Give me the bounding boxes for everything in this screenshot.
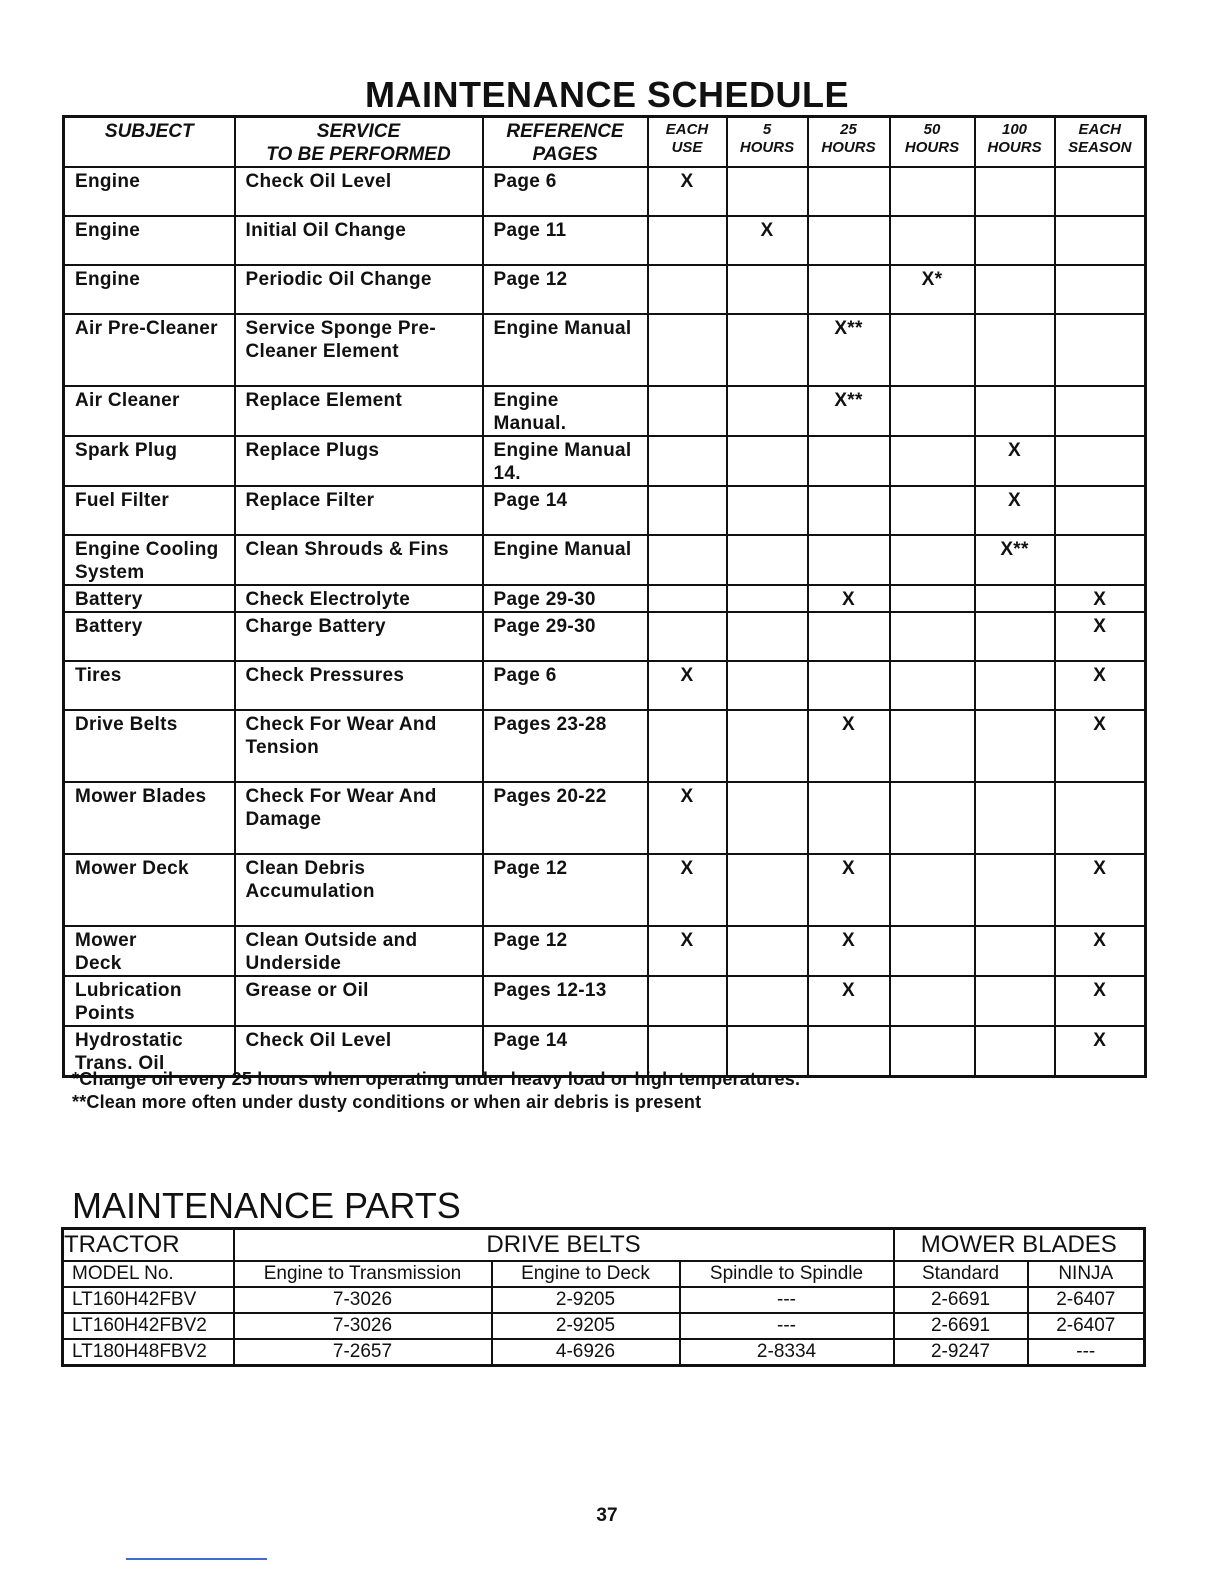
- footnote-oil: *Change oil every 25 hours when operating under heavy load or high temperatures.: [72, 1069, 801, 1089]
- reference-cell: Page 11: [483, 216, 648, 265]
- model-cell: LT180H48FBV2: [63, 1339, 234, 1366]
- maintenance-schedule-table: [62, 115, 1147, 1078]
- mark-5-hours-cell: [727, 926, 808, 976]
- subject-cell: Drive Belts: [64, 710, 235, 782]
- mark-each-season-cell: [1055, 436, 1146, 486]
- mark-25-hours-cell: X: [808, 710, 890, 782]
- mark-100-hours-cell: X: [975, 486, 1055, 535]
- schedule-row: [64, 661, 1146, 710]
- engine-to-deck-cell: 2-9205: [492, 1287, 680, 1313]
- mark-100-hours-cell: [975, 782, 1055, 854]
- mark-each-season-cell: [1055, 486, 1146, 535]
- reference-cell: Page 12: [483, 265, 648, 314]
- schedule-row: [64, 535, 1146, 585]
- engine-to-transmission-cell: 7-2657: [234, 1339, 492, 1366]
- standard-blade-cell: 2-9247: [894, 1339, 1028, 1366]
- reference-cell: Page 29-30: [483, 585, 648, 612]
- service-cell: Charge Battery: [235, 612, 483, 661]
- mark-each-season-cell: [1055, 314, 1146, 386]
- mark-50-hours-cell: [890, 1026, 975, 1077]
- col-model: MODEL No.: [63, 1261, 234, 1287]
- parts-row: [63, 1287, 1145, 1313]
- page-number: 37: [596, 1505, 618, 1526]
- schedule-row: [64, 167, 1146, 216]
- service-cell: Check Oil Level: [235, 167, 483, 216]
- mark-25-hours-cell: [808, 612, 890, 661]
- mark-25-hours-cell: [808, 436, 890, 486]
- reference-cell: Engine Manual: [483, 535, 648, 585]
- model-cell: LT160H42FBV: [63, 1287, 234, 1313]
- mark-100-hours-cell: [975, 314, 1055, 386]
- mark-25-hours-cell: [808, 486, 890, 535]
- mark-50-hours-cell: [890, 216, 975, 265]
- mark-25-hours-cell: [808, 167, 890, 216]
- mark-50-hours-cell: [890, 436, 975, 486]
- header-25-hours: 25 HOURS: [808, 117, 890, 168]
- service-cell: Check For Wear And Tension: [235, 710, 483, 782]
- mark-100-hours-cell: [975, 661, 1055, 710]
- mark-each-season-cell: [1055, 782, 1146, 854]
- engine-to-transmission-cell: 7-3026: [234, 1287, 492, 1313]
- schedule-row: [64, 486, 1146, 535]
- mark-100-hours-cell: [975, 976, 1055, 1026]
- mark-each-use-cell: X: [648, 782, 727, 854]
- service-cell: Check For Wear And Damage: [235, 782, 483, 854]
- reference-cell: Pages 20-22: [483, 782, 648, 854]
- reference-cell: Page 6: [483, 661, 648, 710]
- mark-each-season-cell: X: [1055, 926, 1146, 976]
- mark-5-hours-cell: [727, 854, 808, 926]
- mark-each-use-cell: X: [648, 926, 727, 976]
- col-engine-to-deck: Engine to Deck: [492, 1261, 680, 1287]
- header-each-season: EACH SEASON: [1055, 117, 1146, 168]
- mark-25-hours-cell: [808, 216, 890, 265]
- parts-row: [63, 1313, 1145, 1339]
- subject-cell: Engine: [64, 216, 235, 265]
- service-cell: Check Electrolyte: [235, 585, 483, 612]
- schedule-row: [64, 710, 1146, 782]
- mark-each-season-cell: [1055, 265, 1146, 314]
- subject-cell: Tires: [64, 661, 235, 710]
- subject-cell: Lubrication Points: [64, 976, 235, 1026]
- mark-25-hours-cell: X**: [808, 314, 890, 386]
- mark-100-hours-cell: [975, 1026, 1055, 1077]
- service-cell: Clean Shrouds & Fins: [235, 535, 483, 585]
- reference-cell: Page 6: [483, 167, 648, 216]
- mark-100-hours-cell: [975, 167, 1055, 216]
- mark-each-use-cell: X: [648, 661, 727, 710]
- mark-50-hours-cell: [890, 585, 975, 612]
- parts-row: [63, 1339, 1145, 1366]
- mark-5-hours-cell: [727, 314, 808, 386]
- mark-50-hours-cell: [890, 314, 975, 386]
- mark-50-hours-cell: X*: [890, 265, 975, 314]
- mark-each-use-cell: [648, 710, 727, 782]
- mark-100-hours-cell: [975, 854, 1055, 926]
- service-cell: Grease or Oil: [235, 976, 483, 1026]
- mark-5-hours-cell: [727, 167, 808, 216]
- parts-title: MAINTENANCE PARTS: [72, 1185, 461, 1226]
- mark-25-hours-cell: [808, 661, 890, 710]
- mark-each-use-cell: [648, 265, 727, 314]
- group-drive-belts: DRIVE BELTS: [234, 1229, 894, 1262]
- mark-each-season-cell: X: [1055, 661, 1146, 710]
- mark-100-hours-cell: [975, 265, 1055, 314]
- reference-cell: Page 14: [483, 486, 648, 535]
- schedule-row: [64, 926, 1146, 976]
- standard-blade-cell: 2-6691: [894, 1313, 1028, 1339]
- maintenance-parts-table: [61, 1227, 1146, 1367]
- schedule-row: [64, 216, 1146, 265]
- service-cell: Replace Filter: [235, 486, 483, 535]
- mark-each-season-cell: X: [1055, 710, 1146, 782]
- reference-cell: Page 14: [483, 1026, 648, 1077]
- service-cell: Check Oil Level: [235, 1026, 483, 1077]
- service-cell: Service Sponge Pre- Cleaner Element: [235, 314, 483, 386]
- mark-each-use-cell: [648, 612, 727, 661]
- col-standard: Standard: [894, 1261, 1028, 1287]
- model-cell: LT160H42FBV2: [63, 1313, 234, 1339]
- subject-cell: Spark Plug: [64, 436, 235, 486]
- mark-each-season-cell: [1055, 535, 1146, 585]
- mark-5-hours-cell: [727, 265, 808, 314]
- mark-50-hours-cell: [890, 486, 975, 535]
- mark-each-use-cell: [648, 386, 727, 436]
- service-cell: Periodic Oil Change: [235, 265, 483, 314]
- subject-cell: Fuel Filter: [64, 486, 235, 535]
- service-cell: Clean Outside and Underside: [235, 926, 483, 976]
- spindle-to-spindle-cell: ---: [680, 1313, 894, 1339]
- reference-cell: Page 12: [483, 926, 648, 976]
- mark-each-use-cell: X: [648, 167, 727, 216]
- ninja-blade-cell: 2-6407: [1028, 1313, 1145, 1339]
- service-cell: Check Pressures: [235, 661, 483, 710]
- mark-50-hours-cell: [890, 661, 975, 710]
- mark-each-use-cell: [648, 314, 727, 386]
- schedule-row: [64, 386, 1146, 436]
- mark-each-season-cell: [1055, 167, 1146, 216]
- header-5-hours: 5 HOURS: [727, 117, 808, 168]
- mark-each-use-cell: [648, 976, 727, 1026]
- mark-25-hours-cell: [808, 1026, 890, 1077]
- engine-to-deck-cell: 4-6926: [492, 1339, 680, 1366]
- mark-50-hours-cell: [890, 782, 975, 854]
- mark-50-hours-cell: [890, 976, 975, 1026]
- mark-each-season-cell: X: [1055, 1026, 1146, 1077]
- mark-5-hours-cell: [727, 535, 808, 585]
- mark-25-hours-cell: [808, 535, 890, 585]
- service-cell: Replace Element: [235, 386, 483, 436]
- spindle-to-spindle-cell: ---: [680, 1287, 894, 1313]
- mark-each-use-cell: [648, 585, 727, 612]
- subject-cell: Engine: [64, 167, 235, 216]
- subject-cell: Mower Deck: [64, 854, 235, 926]
- mark-each-use-cell: [648, 535, 727, 585]
- mark-5-hours-cell: [727, 585, 808, 612]
- schedule-row: [64, 612, 1146, 661]
- mark-each-use-cell: X: [648, 854, 727, 926]
- mark-50-hours-cell: [890, 710, 975, 782]
- subject-cell: Air Cleaner: [64, 386, 235, 436]
- mark-each-use-cell: [648, 436, 727, 486]
- schedule-row: [64, 854, 1146, 926]
- reference-cell: Page 29-30: [483, 612, 648, 661]
- mark-each-season-cell: [1055, 386, 1146, 436]
- mark-5-hours-cell: [727, 782, 808, 854]
- mark-100-hours-cell: [975, 386, 1055, 436]
- header-100-hours: 100 HOURS: [975, 117, 1055, 168]
- reference-cell: Pages 23-28: [483, 710, 648, 782]
- bottom-rule: [126, 1558, 267, 1560]
- engine-to-deck-cell: 2-9205: [492, 1313, 680, 1339]
- mark-5-hours-cell: [727, 612, 808, 661]
- mark-100-hours-cell: [975, 710, 1055, 782]
- standard-blade-cell: 2-6691: [894, 1287, 1028, 1313]
- header-each-use: EACH USE: [648, 117, 727, 168]
- mark-50-hours-cell: [890, 612, 975, 661]
- header-subject: SUBJECT: [64, 117, 235, 168]
- mark-100-hours-cell: [975, 926, 1055, 976]
- mark-5-hours-cell: [727, 976, 808, 1026]
- mark-5-hours-cell: [727, 661, 808, 710]
- mark-each-season-cell: X: [1055, 612, 1146, 661]
- col-spindle-to-spindle: Spindle to Spindle: [680, 1261, 894, 1287]
- group-mower-blades: MOWER BLADES: [894, 1229, 1145, 1262]
- reference-cell: Engine Manual: [483, 314, 648, 386]
- mark-each-season-cell: [1055, 216, 1146, 265]
- col-engine-to-transmission: Engine to Transmission: [234, 1261, 492, 1287]
- subject-cell: Mower Blades: [64, 782, 235, 854]
- mark-100-hours-cell: [975, 216, 1055, 265]
- service-cell: Clean Debris Accumulation: [235, 854, 483, 926]
- mark-100-hours-cell: [975, 585, 1055, 612]
- mark-100-hours-cell: X**: [975, 535, 1055, 585]
- mark-5-hours-cell: [727, 710, 808, 782]
- service-cell: Initial Oil Change: [235, 216, 483, 265]
- reference-cell: Pages 12-13: [483, 976, 648, 1026]
- mark-each-season-cell: X: [1055, 585, 1146, 612]
- spindle-to-spindle-cell: 2-8334: [680, 1339, 894, 1366]
- mark-each-use-cell: [648, 216, 727, 265]
- mark-25-hours-cell: X**: [808, 386, 890, 436]
- mark-50-hours-cell: [890, 167, 975, 216]
- mark-5-hours-cell: [727, 386, 808, 436]
- mark-50-hours-cell: [890, 854, 975, 926]
- subject-cell: Mower Deck: [64, 926, 235, 976]
- mark-each-season-cell: X: [1055, 854, 1146, 926]
- reference-cell: Page 12: [483, 854, 648, 926]
- reference-cell: Engine Manual.: [483, 386, 648, 436]
- subject-cell: Engine: [64, 265, 235, 314]
- mark-5-hours-cell: X: [727, 216, 808, 265]
- schedule-title: MAINTENANCE SCHEDULE: [364, 74, 849, 115]
- subject-cell: Battery: [64, 585, 235, 612]
- subject-cell: Battery: [64, 612, 235, 661]
- schedule-row: [64, 976, 1146, 1026]
- schedule-row: [64, 436, 1146, 486]
- schedule-row: [64, 782, 1146, 854]
- subject-cell: Hydrostatic Trans. Oil: [64, 1026, 235, 1077]
- schedule-row: [64, 265, 1146, 314]
- mark-each-season-cell: X: [1055, 976, 1146, 1026]
- header-service: SERVICE TO BE PERFORMED: [235, 117, 483, 168]
- mark-5-hours-cell: [727, 486, 808, 535]
- ninja-blade-cell: 2-6407: [1028, 1287, 1145, 1313]
- header-50-hours: 50 HOURS: [890, 117, 975, 168]
- mark-5-hours-cell: [727, 436, 808, 486]
- mark-25-hours-cell: X: [808, 926, 890, 976]
- schedule-row: [64, 314, 1146, 386]
- subject-cell: Engine Cooling System: [64, 535, 235, 585]
- mark-100-hours-cell: [975, 612, 1055, 661]
- engine-to-transmission-cell: 7-3026: [234, 1313, 492, 1339]
- group-tractor: TRACTOR: [63, 1229, 234, 1262]
- mark-50-hours-cell: [890, 535, 975, 585]
- mark-each-use-cell: [648, 486, 727, 535]
- mark-25-hours-cell: X: [808, 585, 890, 612]
- col-ninja: NINJA: [1028, 1261, 1145, 1287]
- schedule-row: [64, 585, 1146, 612]
- parts-group-header-row: [63, 1229, 1145, 1262]
- footnote-clean: **Clean more often under dusty conditions or when air debris is present: [72, 1092, 702, 1112]
- service-cell: Replace Plugs: [235, 436, 483, 486]
- mark-25-hours-cell: X: [808, 976, 890, 1026]
- ninja-blade-cell: ---: [1028, 1339, 1145, 1366]
- header-reference: REFERENCE PAGES: [483, 117, 648, 168]
- subject-cell: Air Pre-Cleaner: [64, 314, 235, 386]
- reference-cell: Engine Manual 14.: [483, 436, 648, 486]
- schedule-header-row: [64, 117, 1146, 168]
- mark-50-hours-cell: [890, 386, 975, 436]
- mark-25-hours-cell: [808, 782, 890, 854]
- mark-100-hours-cell: X: [975, 436, 1055, 486]
- mark-25-hours-cell: [808, 265, 890, 314]
- mark-25-hours-cell: X: [808, 854, 890, 926]
- mark-50-hours-cell: [890, 926, 975, 976]
- parts-column-header-row: [63, 1261, 1145, 1287]
